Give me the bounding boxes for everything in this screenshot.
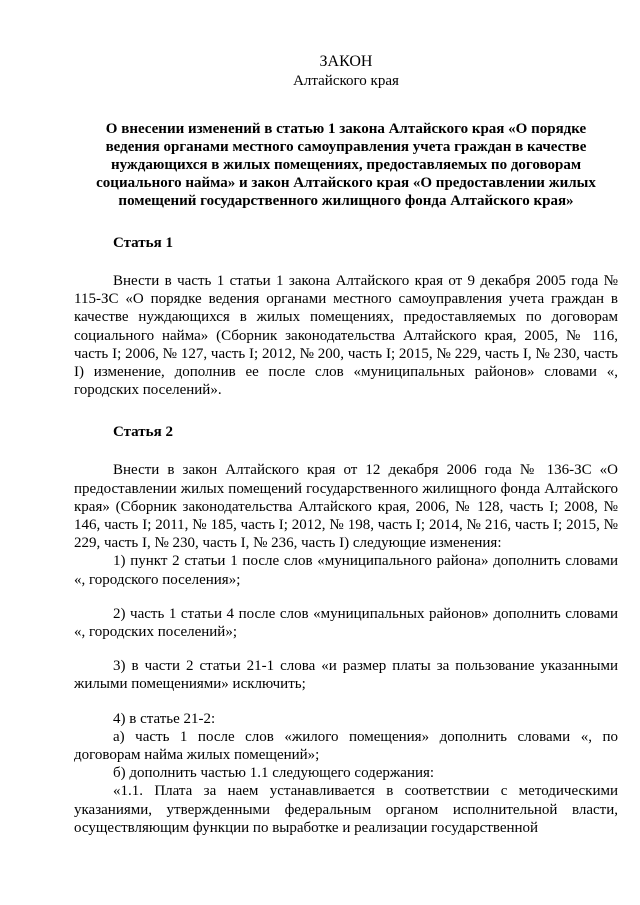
article-2-intro: Внести в закон Алтайского края от 12 декабря 2006 года № 136-ЗС «О предоставлении жилых помещений государственного жилищного фонда Алтайского края» (Сборник законодательства Алтайского края, 2006, № 128, часть I; 2008, № 146, часть I; 2011, № 185, часть I; 2012, № 198, часть I; 2014, № 216, часть I; 2015, № 229, часть I, № 230, часть I, № 236, часть I) следующие изменения: (74, 462, 618, 552)
amendment-item-4b-text: «1.1. Плата за наем устанавливается в соответствии с методическими указаниями, утвержденными федеральным органом исполнительной власти, осуществляющим функции по выработке и реализации государственной (74, 783, 618, 836)
law-heading: ЗАКОН (319, 53, 373, 70)
amendment-item-3: 3) в части 2 статьи 21-1 слова «и размер платы за пользование указанными жилыми помещениями» исключить; (74, 658, 618, 693)
amendment-item-4a: а) часть 1 после слов «жилого помещения» дополнить словами «, по договорам найма жилых помещений»; (74, 728, 618, 764)
amendment-item-4: 4) в статье 21-2: (113, 710, 216, 727)
article-2-heading: Статья 2 (113, 424, 173, 441)
article-1-text: Внести в часть 1 статьи 1 закона Алтайского края от 9 декабря 2005 года № 115-ЗС «О порядке ведения органами местного самоуправления учета граждан в качестве нуждающихся в жилых помещениях, предоставляемых по договорам социального найма» (Сборник законодательства Алтайского края, 2005, № 116, часть I; 2006, № 127, часть I; 2012, № 200, часть I; 2015, № 229, часть I, № 230, часть I) изменение, дополнив ее после слов «муниципальных районов» словами «, городских поселений». (74, 273, 618, 399)
law-region: Алтайского края (293, 73, 399, 89)
law-title: О внесении изменений в статью 1 закона Алтайского края «О порядке ведения органами местного самоуправления учета граждан в качестве нуждающихся в жилых помещениях, предоставляемых по договорам социального найма» и закон Алтайского края «О предоставлении жилых помещений государственного жилищного фонда Алтайского края» (96, 121, 596, 209)
amendment-item-1: 1) пункт 2 статьи 1 после слов «муниципального района» дополнить словами «, городского поселения»; (74, 553, 618, 588)
amendment-item-2: 2) часть 1 статьи 4 после слов «муниципальных районов» дополнить словами «, городских поселений»; (74, 605, 618, 641)
article-1-heading: Статья 1 (113, 235, 173, 251)
document-page (74, 52, 618, 837)
amendment-item-4b: б) дополнить частью 1.1 следующего содержания: (113, 765, 435, 782)
